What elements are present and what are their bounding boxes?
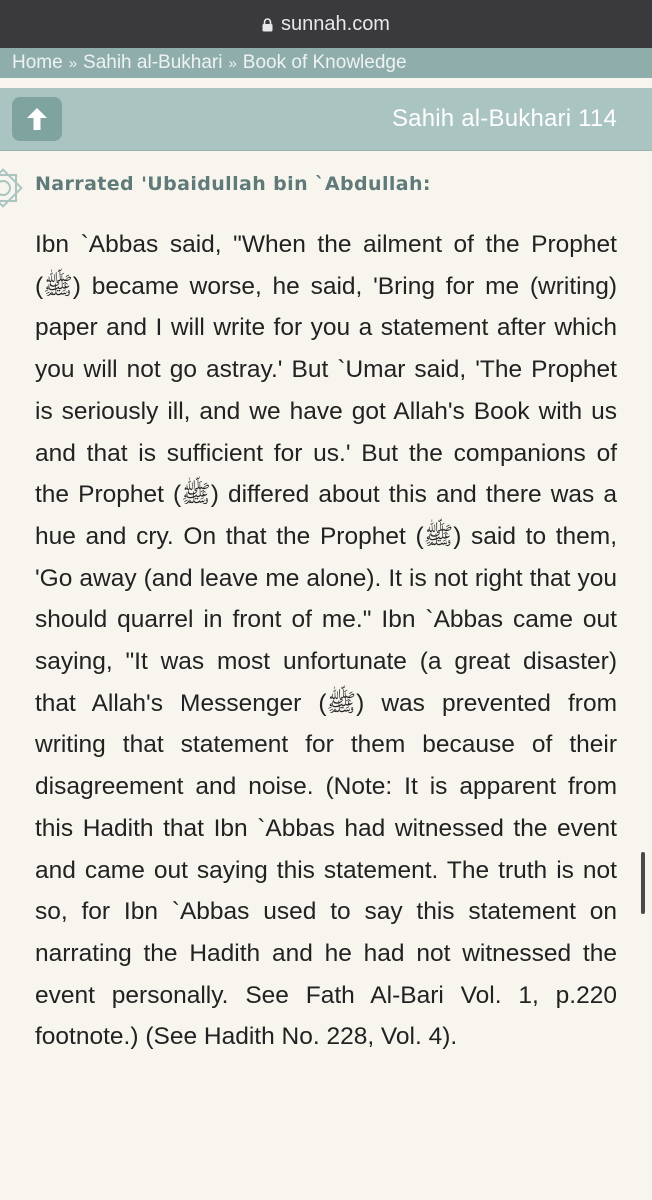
- scrollbar-thumb[interactable]: [641, 852, 645, 914]
- lock-icon: [262, 18, 273, 32]
- browser-url-bar[interactable]: [0, 0, 652, 48]
- narrator-line: Narrated 'Ubaidullah bin `Abdullah:: [35, 173, 431, 195]
- breadcrumb-separator: »: [68, 54, 78, 72]
- hadith-text: Ibn `Abbas said, "When the ailment of the Prophet (ﷺ) became worse, he said, 'Bring for me (writing) paper and I will write for you a statement after which you will not go astray.' But `Umar said, 'The Prophet is seriously ill, and we have got Allah's Book with us and that is sufficient for us.' But the companions of the Prophet (ﷺ) differed about this and there was a hue and cry. On that the Prophet (ﷺ) said to them, 'Go away (and leave me alone). It is not right that you should quarrel in front of me." Ibn `Abbas came out saying, "It was most unfortunate (a great disaster) that Allah's Messenger (ﷺ) was prevented from writing that statement for them because of their disagreement and noise. (Note: It is apparent from this Hadith that Ibn `Abbas had witnessed the event and came out saying this statement. The truth is not so, for Ibn `Abbas used to say this statement on narrating the Hadith and he had not witnessed the event personally. See Fath Al-Bari Vol. 1, p.220 footnote.) (See Hadith No. 228, Vol. 4).: [35, 231, 618, 1051]
- breadcrumb: [0, 48, 652, 78]
- ornament-icon: [0, 165, 26, 211]
- hadith-reference-title: Sahih al-Bukhari 114: [391, 105, 617, 132]
- breadcrumb-home[interactable]: Home: [12, 52, 63, 73]
- scroll-up-button[interactable]: [12, 97, 62, 141]
- breadcrumb-collection[interactable]: Sahih al-Bukhari: [83, 52, 223, 73]
- breadcrumb-book[interactable]: Book of Knowledge: [242, 52, 407, 73]
- url-text: sunnah.com: [281, 12, 390, 35]
- arrow-up-icon: [26, 107, 48, 131]
- hadith-header: [0, 88, 652, 150]
- breadcrumb-separator: »: [228, 54, 237, 72]
